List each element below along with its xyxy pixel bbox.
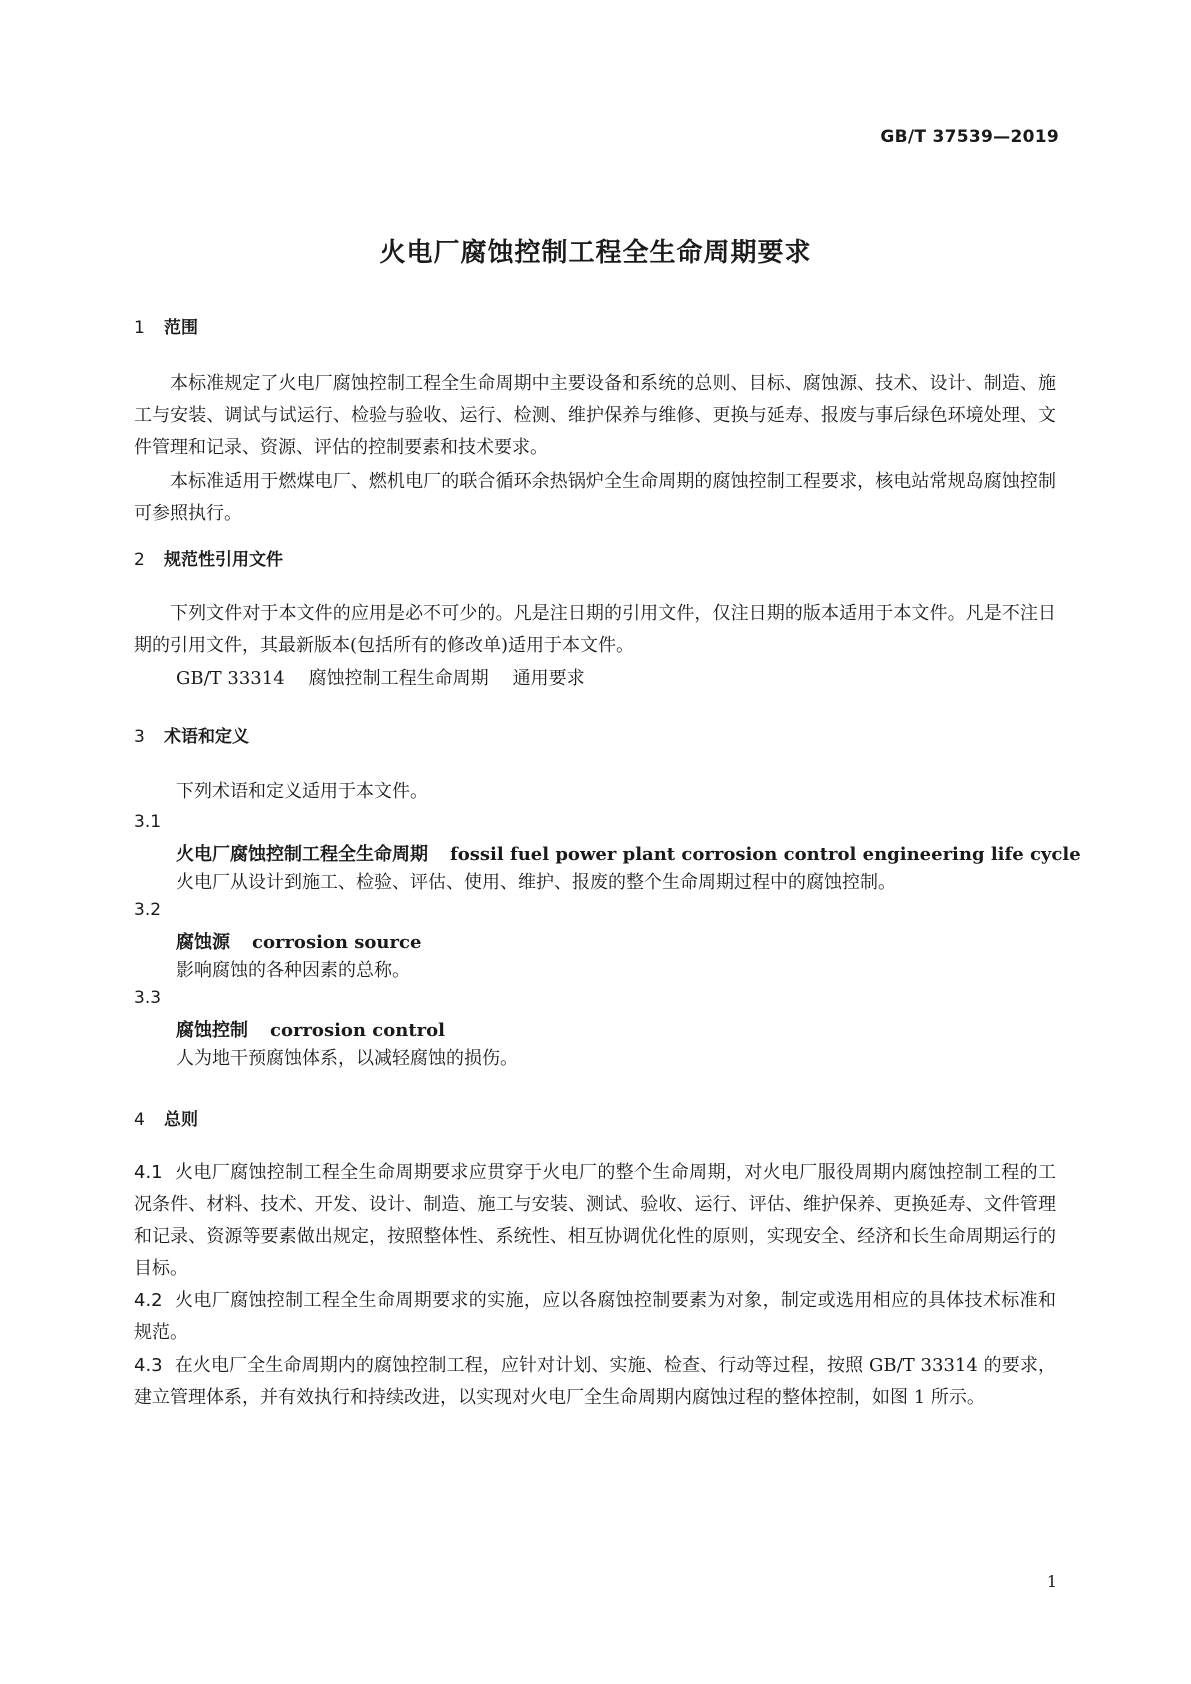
term-chinese: 腐蚀源 [176, 932, 230, 953]
term-number: 3.2 [134, 900, 162, 920]
reference-title-part-2: 通用要求 [512, 668, 585, 689]
term-number: 3.3 [134, 988, 162, 1008]
section-number: 2 [134, 550, 145, 570]
page-number: 1 [1046, 1572, 1057, 1591]
term-english: fossil fuel power plant corrosion control engineering life cycle [450, 844, 1081, 865]
scope-paragraph-2: 本标准适用于燃煤电厂、燃机电厂的联合循环余热锅炉全生命周期的腐蚀控制工程要求，核电站常规岛腐蚀控制可参照执行。 [134, 471, 1056, 524]
general-clause-4-3 [134, 1350, 1056, 1414]
document-title: 火电厂腐蚀控制工程全生命周期要求 [379, 238, 812, 268]
term-definition: 火电厂从设计到施工、检验、评估、使用、维护、报废的整个生命周期过程中的腐蚀控制。 [176, 872, 896, 893]
standard-number: GB/T 37539—2019 [880, 127, 1059, 147]
term-entry [176, 928, 421, 954]
clause-number: 4.2 [134, 1290, 163, 1311]
section-title: 范围 [164, 318, 198, 338]
section-title: 规范性引用文件 [164, 550, 283, 570]
section-3-heading [134, 722, 249, 747]
section-1-heading [134, 313, 198, 338]
term-definition: 影响腐蚀的各种因素的总称。 [176, 960, 410, 981]
terms-intro: 下列术语和定义适用于本文件。 [176, 781, 428, 802]
references-paragraph: 下列文件对于本文件的应用是必不可少的。凡是注日期的引用文件，仅注日期的版本适用于本文件。凡是不注日期的引用文件，其最新版本(包括所有的修改单)适用于本文件。 [134, 603, 1056, 656]
term-chinese: 火电厂腐蚀控制工程全生命周期 [176, 844, 428, 865]
section-number: 3 [134, 727, 145, 747]
section-4-heading [134, 1105, 198, 1130]
section-number: 1 [134, 318, 145, 338]
term-english: corrosion source [252, 932, 422, 953]
clause-text: 火电厂腐蚀控制工程全生命周期要求应贯穿于火电厂的整个生命周期，对火电厂服役周期内腐蚀控制工程的工况条件、材料、技术、开发、设计、制造、施工与安装、测试、验收、运行、评估、维护保养、更换延寿、文件管理和记录、资源等要素做出规定，按照整体性、系统性、相互协调优化性的原则，实现安全、经济和长生命周期运行的目标。 [134, 1162, 1056, 1279]
term-chinese: 腐蚀控制 [176, 1020, 248, 1041]
general-clause-4-1 [134, 1157, 1056, 1285]
reference-title-part-1: 腐蚀控制工程生命周期 [308, 668, 489, 689]
reference-entry [176, 664, 585, 690]
term-number: 3.1 [134, 812, 162, 832]
clause-text: 在火电厂全生命周期内的腐蚀控制工程，应针对计划、实施、检查、行动等过程，按照 GB/T 33314 的要求，建立管理体系，并有效执行和持续改进，以实现对火电厂全生命周期内腐蚀过程的整体控制，如图 1 所示。 [134, 1355, 1056, 1408]
term-entry [176, 1016, 445, 1042]
section-2-heading [134, 545, 283, 570]
term-english: corrosion control [270, 1020, 445, 1041]
scope-paragraph-1: 本标准规定了火电厂腐蚀控制工程全生命周期中主要设备和系统的总则、目标、腐蚀源、技术、设计、制造、施工与安装、调试与试运行、检验与验收、运行、检测、维护保养与维修、更换与延寿、报废与事后绿色环境处理、文件管理和记录、资源、评估的控制要素和技术要求。 [134, 373, 1056, 458]
clause-number: 4.1 [134, 1162, 163, 1183]
term-definition: 人为地干预腐蚀体系，以减轻腐蚀的损伤。 [176, 1048, 518, 1069]
clause-number: 4.3 [134, 1355, 163, 1376]
term-entry [176, 840, 1081, 866]
reference-code: GB/T 33314 [176, 668, 285, 689]
section-title: 总则 [164, 1110, 198, 1130]
section-number: 4 [134, 1110, 145, 1130]
general-clause-4-2 [134, 1285, 1056, 1349]
clause-text: 火电厂腐蚀控制工程全生命周期要求的实施，应以各腐蚀控制要素为对象，制定或选用相应的具体技术标准和规范。 [134, 1290, 1056, 1343]
section-title: 术语和定义 [164, 727, 249, 747]
